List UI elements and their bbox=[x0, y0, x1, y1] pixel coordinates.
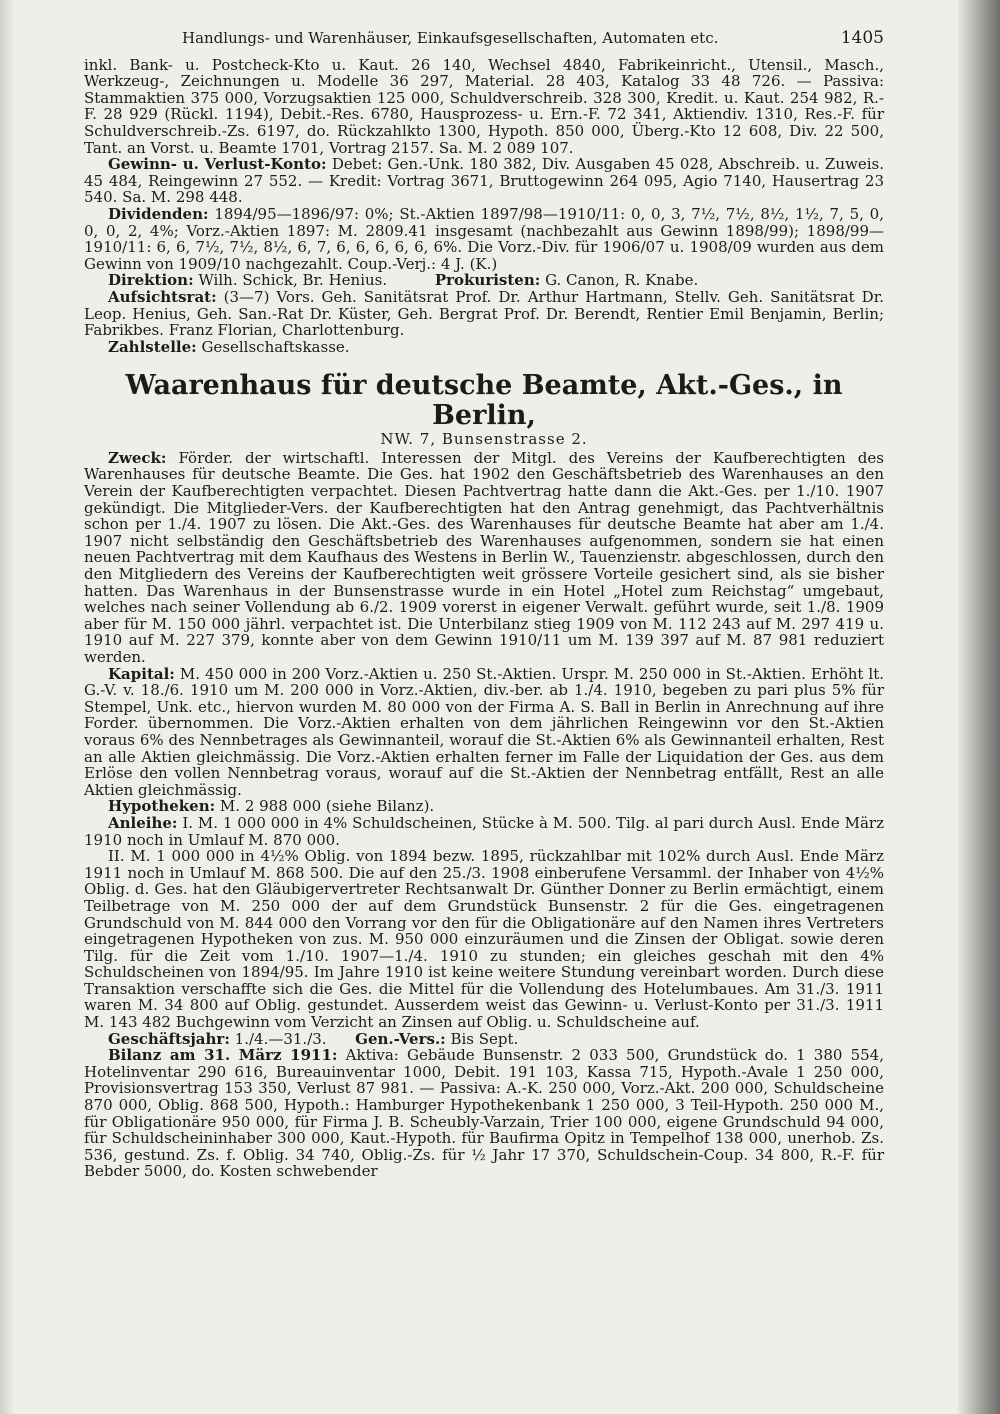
direktion-paragraph bbox=[84, 272, 884, 289]
page-number: 1405 bbox=[840, 28, 884, 48]
geschaeftsjahr-text: 1./4.—31./3. bbox=[234, 1029, 327, 1048]
anleihe-paragraph bbox=[84, 815, 884, 848]
zweck-paragraph bbox=[84, 450, 884, 666]
zweck-text: Förder. der wirtschaftl. Interessen der Mitgl. des Vereins der Kaufberechtigten des Warenhauses für deutsche Beamte. Die Ges. hat 1902 den Geschäftsbetrieb des Warenhauses an den Verein der Kaufberechtigten verpachtet. Diesen Pachtvertrag hatte dann die Akt.-Ges. per 1./10. 1907 gekündigt. Die Mitglieder-Vers. der Kaufberechtigten hat den Antrag genehmigt, das Pachtverhältnis schon per 1./4. 1907 zu lösen. Die Akt.-Ges. des Warenhauses für deutsche Beamte hat aber am 1./4. 1907 nicht selbständig den Geschäftsbetrieb des Warenhauses aufgenommen, sondern sie hat einen neuen Pachtvertrag mit dem Kaufhaus des Westens in Berlin W., Tauenzienstr. abgeschlossen, durch den den Mitgliedern des Vereins der Kaufberechtigten weit grössere Vorteile gesichert sind, als sie bisher hatten. Das Warenhaus in der Bunsenstrasse wurde in ein Hotel „Hotel zum Reichstag“ umgebaut, welches nach seiner Vollendung ab 6./2. 1909 vorerst in eigener Verwalt. geführt wurde, seit 1./8. 1909 aber für M. 150 000 jährl. verpachtet ist. Die Unterbilanz stieg 1909 von M. 112 243 auf M. 297 419 u. 1910 auf M. 227 379, konnte aber von dem Gewinn 1910/11 um M. 139 397 auf M. 87 981 reduziert werden. bbox=[84, 448, 884, 666]
hypotheken-text: M. 2 988 000 (siehe Bilanz). bbox=[219, 797, 435, 816]
bilanz-text: Aktiva: Gebäude Bunsenstr. 2 033 500, Grundstück do. 1 380 554, Hotelinventar 290 616, Bureauinventar 1000, Debit. 191 103, Kassa 715, Hypoth.-Avale 1 250 000, Provisionsvertrag 153 350, Verlust 87 981. — Passiva: A.-K. 250 000, Vorz.-Akt. 200 000, Schuldscheine 870 000, Oblig. 868 500, Hypoth.: Hamburger Hypothekenbank 1 250 000, 3 Teil-Hypoth. 250 000 M., für Obligationäre 950 000, für Firma J. B. Scheubly-Varzain, Trier 100 000, eigene Grundschuld 94 000, für Schuldscheininhaber 300 000, Kaut.-Hypoth. für Baufirma Opitz in Tempelhof 138 000, unerhob. Zs. 536, gestund. Zs. f. Oblig. 34 740, Oblig.-Zs. für ½ Jahr 17 370, Schuldschein-Coup. 34 800, R.-F. für Bebder 5000, do. Kosten schwebender bbox=[84, 1046, 884, 1181]
gewinn-verlust-label: Gewinn- u. Verlust-Konto: bbox=[108, 155, 327, 174]
hypotheken-label: Hypotheken: bbox=[108, 797, 216, 816]
geschaeftsjahr-paragraph bbox=[84, 1031, 884, 1048]
company-address: NW. 7, Bunsenstrasse 2. bbox=[380, 430, 588, 449]
gewinn-verlust-paragraph bbox=[84, 156, 884, 206]
direktion-label: Direktion: bbox=[108, 271, 194, 290]
bilanz-label: Bilanz am 31. März 1911: bbox=[108, 1046, 338, 1065]
zahlstelle-text: Gesellschaftskasse. bbox=[201, 337, 350, 356]
bilanz-paragraph bbox=[84, 1047, 884, 1180]
dividenden-text: 1894/95—1896/97: 0%; St.-Aktien 1897/98—1910/11: 0, 0, 3, 7½, 7½, 8½, 1½, 7, 5, 0, 0, 0, 2, 4%; Vorz.-Aktien 1897: M. 2809.41 insgesamt (nachbezahlt aus Gewinn 1898/99); 1898/99—1910/11: 6, 6, 7½, 7½, 8½, 6, 7, 6, 6, 6, 6, 6, 6%. Die Vorz.-Div. für 1906/07 u. 1908/09 wurden aus dem Gewinn von 1909/10 nachgezahlt. Coup.-Verj.: 4 J. (K.) bbox=[84, 204, 884, 273]
zweck-label: Zweck: bbox=[108, 448, 167, 467]
dividenden-label: Dividenden: bbox=[108, 204, 209, 223]
anleihe-ii-paragraph: II. M. 1 000 000 in 4½% Oblig. von 1894 bezw. 1895, rückzahlbar mit 102% durch Ausl. Ende März 1911 noch in Umlauf M. 868 500. Die auf den 25./3. 1908 einberufene Versamml. der Inhaber von 4½% Oblig. d. Ges. hat den Gläubigervertreter Rechtsanwalt Dr. Günther Donner zu Berlin ermächtigt, einem Teilbetrage von M. 250 000 der auf dem Grundstück Bunsenstr. 2 für die Ges. eingetragenen Grundschuld von M. 844 000 den Vorrang vor den für die Obligationäre auf den Namen ihres Vertreters eingetragenen Hypotheken von zus. M. 950 000 einzuräumen und die Zinsen der Obligat. sowie deren Tilg. für die Zeit vom 1./10. 1907—1./4. 1910 zu stunden; ein gleiches geschah mit den 4% Schuldscheinen von 1894/95. Im Jahre 1910 ist keine weitere Stundung vereinbart worden. Durch diese Transaktion verschaffte sich die Ges. die Mittel für die Vollendung des Hotelumbaues. Am 31./3. 1911 waren M. 34 800 auf Oblig. gestundet. Ausserdem weist das Gewinn- u. Verlust-Konto per 31./3. 1911 M. 143 482 Buchgewinn vom Verzicht an Zinsen auf Oblig. u. Schuldscheine auf. bbox=[84, 847, 884, 1032]
running-title: Handlungs- und Warenhäuser, Einkaufsgesellschaften, Automaten etc. bbox=[182, 29, 719, 47]
page bbox=[84, 30, 884, 1180]
company-title: Waarenhaus für deutsche Beamte, Akt.-Ges., in Berlin, bbox=[125, 370, 843, 432]
genvers-text: Bis Sept. bbox=[450, 1029, 519, 1048]
prokuristen-label: Prokuristen: bbox=[434, 271, 541, 290]
gewinn-verlust-text: Debet: Gen.-Unk. 180 382, Div. Ausgaben 45 028, Abschreib. u. Zuweis. 45 484, Reingewinn 27 552. — Kredit: Vortrag 3671, Bruttogewinn 264 095, Agio 7140, Hausertrag 23 540. Sa. M. 298 448. bbox=[84, 155, 884, 207]
previous-entry-balance: inkl. Bank- u. Postcheck-Kto u. Kaut. 26 140, Wechsel 4840, Fabrikeinricht., Utensil., Masch., Werkzeug-, Zeichnungen u. Modelle 36 297, Material. 28 403, Katalog 33 48 726. — Passiva: Stammaktien 375 000, Vorzugsaktien 125 000, Schuldverschreib. 328 300, Kredit. u. Kaut. 254 982, R.-F. 28 929 (Rückl. 1194), Debit.-Res. 6780, Hausprozess- u. Ern.-F. 72 341, Aktiendiv. 1310, Res.-F. für Schuldverschreib.-Zs. 6197, do. Rückzahlkto 1300, Hypoth. 850 000, Überg.-Kto 12 608, Div. 22 500, Tant. an Vorst. u. Beamte 1701, Vortrag 2157. Sa. M. 2 089 107. bbox=[84, 55, 884, 157]
kapital-label: Kapital: bbox=[108, 664, 175, 683]
kapital-paragraph bbox=[84, 666, 884, 799]
dividenden-paragraph bbox=[84, 206, 884, 272]
geschaeftsjahr-label: Geschäftsjahr: bbox=[108, 1029, 230, 1048]
prokuristen-text: G. Canon, R. Knabe. bbox=[545, 271, 699, 290]
anleihe-label: Anleihe: bbox=[108, 813, 178, 832]
aufsichtsrat-text: (3—7) Vors. Geh. Sanitätsrat Prof. Dr. Arthur Hartmann, Stellv. Geh. Sanitätsrat Dr. Leop. Henius, Geh. San.-Rat Dr. Küster, Geh. Bergrat Prof. Dr. Berendt, Rentier Emil Benjamin, Berlin; Fabrikbes. Franz Florian, Charlottenburg. bbox=[84, 287, 884, 340]
zahlstelle-paragraph bbox=[84, 339, 884, 356]
running-header bbox=[84, 30, 884, 47]
aufsichtsrat-label: Aufsichtsrat: bbox=[108, 287, 217, 306]
hypotheken-paragraph bbox=[84, 798, 884, 815]
scan-edge-left bbox=[0, 0, 14, 1414]
aufsichtsrat-paragraph bbox=[84, 289, 884, 339]
scan-edge-right bbox=[958, 0, 1000, 1414]
genvers-label: Gen.-Vers.: bbox=[355, 1029, 446, 1048]
anleihe-text: I. M. 1 000 000 in 4% Schuldscheinen, Stücke à M. 500. Tilg. al pari durch Ausl. Ende März 1910 noch in Umlauf M. 870 000. bbox=[84, 813, 884, 849]
zahlstelle-label: Zahlstelle: bbox=[108, 337, 197, 356]
direktion-text: Wilh. Schick, Br. Henius. bbox=[198, 271, 388, 290]
kapital-text: M. 450 000 in 200 Vorz.-Aktien u. 250 St.-Aktien. Urspr. M. 250 000 in St.-Aktien. Erhöht lt. G.-V. v. 18./6. 1910 um M. 200 000 in Vorz.-Aktien, div.-ber. ab 1./4. 1910, begeben zu pari plus 5% für Stempel, Unk. etc., hiervon wurden M. 80 000 von der Firma A. S. Ball in Berlin in Anrechnung auf ihre Forder. übernommen. Die Vorz.-Aktien erhalten von dem jährlichen Reingewinn vor den St.-Aktien voraus 6% des Nennbetrages als Gewinnanteil, worauf die St.-Aktien 6% als Gewinnanteil erhalten, Rest an alle Aktien gleichmässig. Die Vorz.-Aktien erhalten ferner im Falle der Liquidation der Ges. aus dem Erlöse den vollen Nennbetrag voraus, worauf auf die St.-Aktien der Nennbetrag entfällt, Rest an alle Aktien gleichmässig. bbox=[84, 664, 884, 799]
